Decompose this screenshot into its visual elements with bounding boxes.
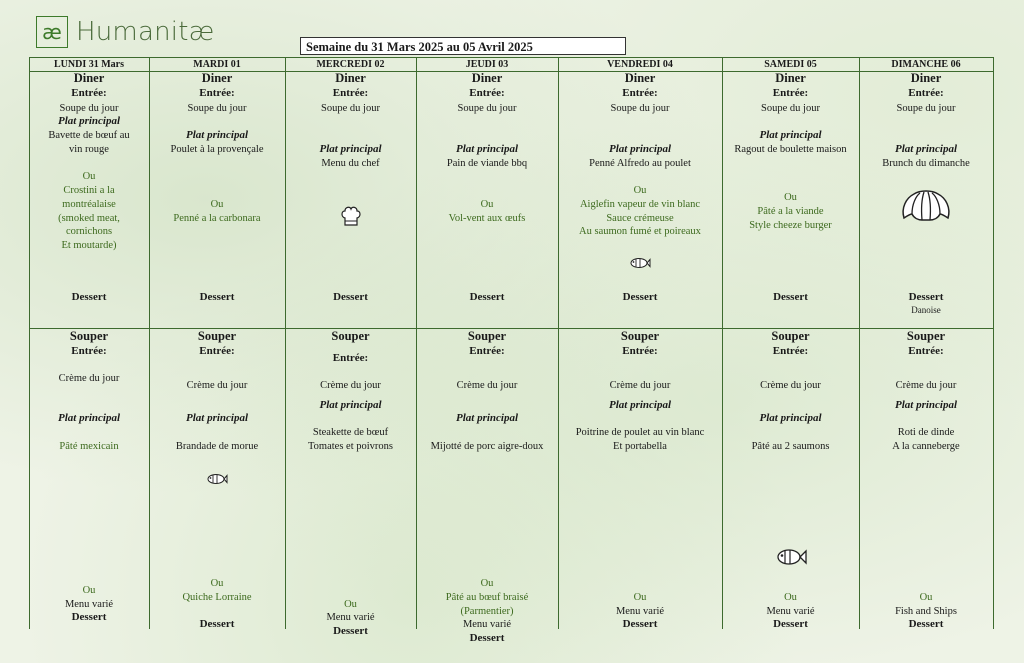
meal-title: Souper: [331, 329, 370, 343]
day-header-thu: JEUDI 03: [465, 59, 509, 70]
plat-label: Plat principal: [894, 143, 958, 155]
soup: Crème du jour: [186, 380, 248, 391]
dessert-label: Dessert: [199, 618, 235, 630]
main-dish: Poitrine de poulet au vin blanc: [575, 427, 705, 438]
main-dish: Mijotté de porc aigre-doux: [430, 441, 544, 452]
souper-sun: [859, 330, 993, 628]
main-dish: Ragout de boulette maison: [734, 144, 847, 155]
fish-icon: [629, 256, 651, 270]
souper-sat: [722, 330, 859, 628]
meal-title: Diner: [910, 71, 942, 85]
ou-label: Ou: [210, 199, 224, 210]
entree-label: Entrée:: [908, 345, 944, 357]
dessert-label: Dessert: [908, 618, 944, 630]
dessert-label: Dessert: [622, 291, 658, 303]
main-dish: Poulet à la provençale: [170, 144, 264, 155]
meal-title: Souper: [197, 329, 237, 343]
meal-title: Souper: [467, 329, 507, 343]
day-header-mon: LUNDI 31 Mars: [54, 59, 124, 70]
dessert-label: Dessert: [333, 625, 368, 637]
meal-title: Souper: [620, 329, 660, 343]
alt-dish: (smoked meat,: [58, 213, 120, 224]
ou-label: Ou: [82, 585, 96, 596]
ou-label: Ou: [633, 185, 647, 196]
main-dish: A la canneberge: [892, 441, 960, 452]
fish-icon: [775, 547, 807, 567]
dessert-label: Dessert: [333, 291, 368, 303]
entree-label: Entrée:: [772, 345, 809, 357]
soup: Crème du jour: [456, 380, 518, 391]
menu-grid: [29, 57, 994, 644]
soup: Soupe du jour: [610, 103, 670, 114]
alt-dish: (Parmentier): [460, 606, 514, 617]
soup: Soupe du jour: [761, 103, 820, 114]
dessert-label: Dessert: [199, 291, 235, 303]
dessert-label: Dessert: [71, 611, 107, 623]
soup: Soupe du jour: [321, 103, 380, 114]
logo-mark: æ: [36, 16, 68, 48]
day-header-fri: VENDREDI 04: [607, 59, 673, 70]
meal-title: Diner: [73, 71, 105, 85]
main-dish: Penné Alfredo au poulet: [589, 158, 691, 169]
alt-dish: Pâté au bœuf braisé: [445, 592, 529, 603]
alt-dish: Fish and Ships: [895, 606, 957, 617]
plat-label: Plat principal: [759, 129, 822, 141]
main-dish: Bavette de bœuf au: [48, 130, 130, 141]
dessert-label: Dessert: [773, 618, 808, 630]
main-dish: Brunch du dimanche: [882, 158, 970, 169]
entree-label: Entrée:: [469, 345, 505, 357]
main-dish: Pâté mexicain: [59, 441, 119, 452]
entree-label: Entrée:: [332, 87, 369, 99]
plat-label: Plat principal: [455, 412, 519, 424]
main-dish: Roti de dinde: [897, 427, 955, 438]
menu-varie: Menu varié: [64, 599, 114, 610]
diner-sat: [722, 72, 859, 328]
entree-label: Entrée:: [622, 345, 658, 357]
diner-fri: [558, 72, 722, 328]
alt-dish: Et moutarde): [61, 240, 117, 251]
ou-label: Ou: [344, 599, 357, 610]
souper-mon: [29, 330, 149, 628]
plat-label: Plat principal: [455, 143, 519, 155]
meal-title: Souper: [69, 329, 109, 343]
souper-wed: [285, 329, 416, 637]
alt-dish: montréalaise: [62, 199, 116, 210]
main-dish: Pain de viande bbq: [446, 158, 528, 169]
meal-title: Diner: [201, 71, 233, 85]
plat-label: Plat principal: [608, 143, 672, 155]
soup: Crème du jour: [58, 373, 120, 384]
diner-thu: [416, 72, 558, 328]
ou-label: Ou: [480, 578, 494, 589]
entree-label: Entrée:: [199, 345, 235, 357]
menu-varie: Menu varié: [766, 606, 815, 617]
soup: Crème du jour: [609, 380, 671, 391]
diner-sun: [859, 72, 993, 328]
menu-varie: Menu varié: [326, 612, 375, 623]
entree-label: Entrée:: [332, 352, 369, 364]
alt-dish: Crostini a la: [63, 185, 115, 196]
ou-label: Ou: [82, 171, 96, 182]
diner-mon: [29, 72, 149, 328]
dessert-note: Danoise: [911, 305, 941, 315]
main-dish: Steakette de bœuf: [312, 427, 389, 438]
alt-dish: Vol-vent aux œufs: [448, 213, 526, 224]
ou-label: Ou: [480, 199, 494, 210]
brand-logo: [36, 13, 214, 51]
alt-dish: Pâté a la viande: [757, 206, 824, 217]
meal-title: Souper: [906, 329, 946, 343]
entree-label: Entrée:: [622, 87, 658, 99]
menu-varie: Menu varié: [615, 606, 665, 617]
plat-label: Plat principal: [57, 115, 121, 127]
entree-label: Entrée:: [469, 87, 505, 99]
dessert-label: Dessert: [773, 291, 808, 303]
dessert-label: Dessert: [71, 291, 107, 303]
fish-icon: [206, 472, 228, 486]
soup: Soupe du jour: [457, 103, 517, 114]
plat-label: Plat principal: [57, 412, 121, 424]
plat-label: Plat principal: [319, 143, 382, 155]
souper-thu: [416, 329, 558, 644]
meal-title: Diner: [471, 71, 503, 85]
ou-label: Ou: [784, 592, 797, 603]
main-dish: vin rouge: [69, 144, 109, 155]
souper-fri: [558, 330, 722, 628]
dessert-label: Dessert: [622, 618, 658, 630]
main-dish: Brandade de morue: [175, 441, 259, 452]
day-header-tue: MARDI 01: [193, 59, 241, 70]
dessert-label: Dessert: [469, 632, 505, 644]
meal-title: Diner: [624, 71, 656, 85]
plat-label: Plat principal: [759, 412, 822, 424]
entree-label: Entrée:: [772, 87, 809, 99]
diner-tue: [149, 72, 285, 328]
alt-dish: Au saumon fumé et poireaux: [579, 226, 701, 237]
week-title: Semaine du 31 Mars 2025 au 05 Avril 2025: [300, 37, 626, 55]
plat-label: Plat principal: [608, 399, 672, 411]
meal-title: Souper: [771, 329, 810, 343]
diner-wed: [285, 72, 416, 328]
soup: Crème du jour: [320, 380, 381, 391]
menu-varie: Menu varié: [462, 619, 512, 630]
entree-label: Entrée:: [71, 87, 107, 99]
soup: Soupe du jour: [187, 103, 247, 114]
dessert-label: Dessert: [469, 291, 505, 303]
ou-label: Ou: [919, 592, 933, 603]
main-dish: Et portabella: [613, 441, 667, 452]
day-header-wed: MERCREDI 02: [316, 59, 385, 70]
ou-label: Ou: [210, 578, 224, 589]
alt-dish: Penné a la carbonara: [173, 213, 261, 224]
main-dish: Tomates et poivrons: [308, 441, 393, 452]
entree-label: Entrée:: [71, 345, 107, 357]
plat-label: Plat principal: [319, 399, 382, 411]
meal-title: Diner: [335, 71, 366, 85]
alt-dish: Quiche Lorraine: [182, 592, 252, 603]
soup: Crème du jour: [760, 380, 821, 391]
alt-dish: Style cheeze burger: [749, 220, 832, 231]
alt-dish: Aiglefin vapeur de vin blanc: [579, 199, 701, 210]
entree-label: Entrée:: [199, 87, 235, 99]
main-dish: Pâté au 2 saumons: [751, 441, 830, 452]
main-dish: Menu du chef: [321, 158, 380, 169]
alt-dish: Sauce crémeuse: [606, 213, 674, 224]
meal-title: Diner: [775, 71, 806, 85]
ou-label: Ou: [633, 592, 647, 603]
day-header-sat: SAMEDI 05: [764, 59, 817, 70]
dessert-label: Dessert: [908, 291, 944, 303]
soup: Crème du jour: [895, 380, 957, 391]
soup: Soupe du jour: [896, 103, 956, 114]
plat-label: Plat principal: [894, 399, 958, 411]
chef-hat-icon: [340, 204, 362, 228]
plat-label: Plat principal: [185, 412, 249, 424]
entree-label: Entrée:: [908, 87, 944, 99]
plat-label: Plat principal: [185, 129, 249, 141]
day-header-sun: DIMANCHE 06: [891, 59, 961, 70]
souper-tue: [149, 330, 285, 628]
croissant-icon: [900, 186, 952, 226]
soup: Soupe du jour: [59, 103, 119, 114]
alt-dish: cornichons: [65, 226, 113, 237]
ou-label: Ou: [784, 192, 797, 203]
logo-text: Humanitæ: [76, 17, 215, 47]
